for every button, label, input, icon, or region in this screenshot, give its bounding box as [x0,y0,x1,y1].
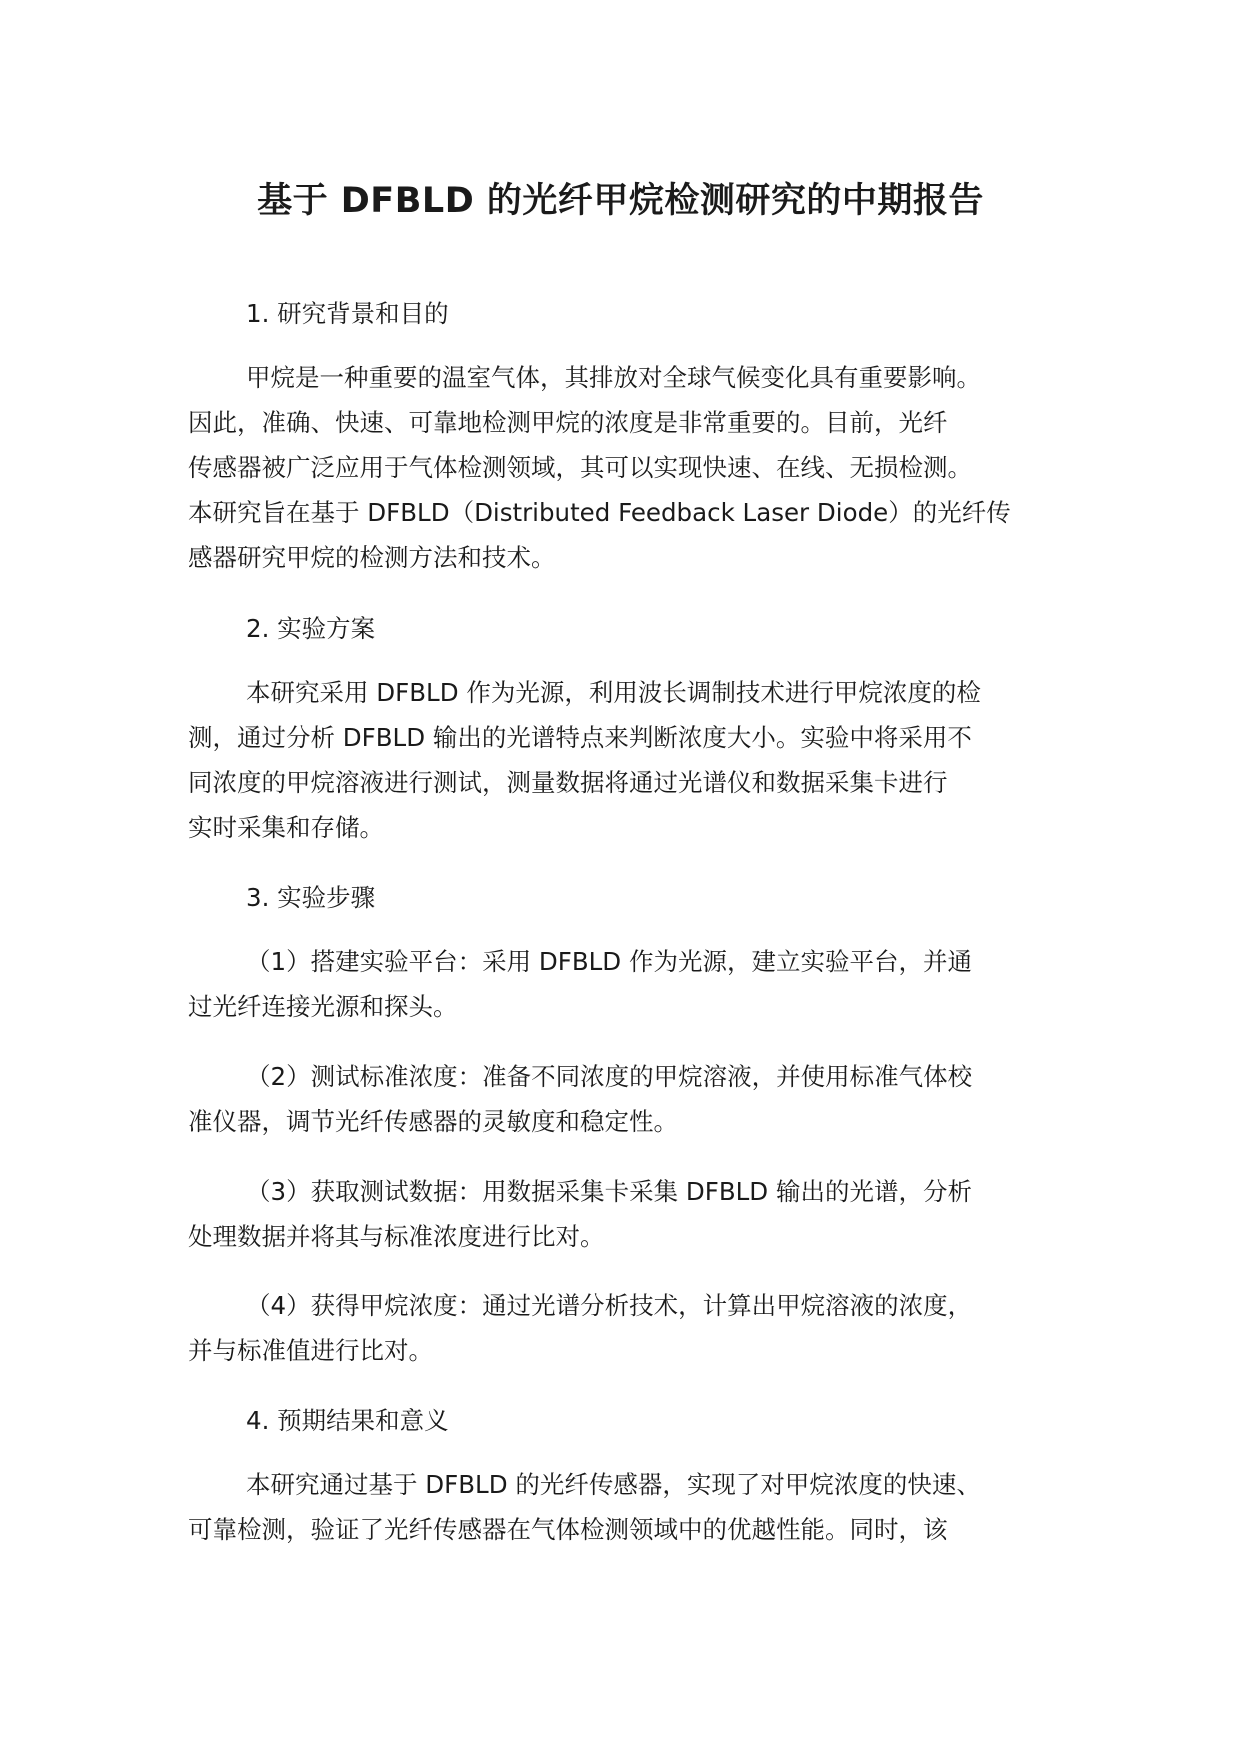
paragraph-line: （2）测试标准浓度：准备不同浓度的甲烷溶液，并使用标准气体校 [246,1062,973,1091]
paragraph-line: 实时采集和存储。 [188,813,384,842]
paragraph-line: （1）搭建实验平台：采用 DFBLD 作为光源，建立实验平台，并通 [246,947,972,976]
paragraph-line: 准仪器，调节光纤传感器的灵敏度和稳定性。 [188,1107,678,1136]
paragraph-line: 本研究采用 DFBLD 作为光源，利用波长调制技术进行甲烷浓度的检 [246,678,981,707]
paragraph-line: 传感器被广泛应用于气体检测领域，其可以实现快速、在线、无损检测。 [188,453,972,482]
paragraph-line: 因此，准确、快速、可靠地检测甲烷的浓度是非常重要的。目前，光纤 [188,408,948,437]
paragraph-line: 过光纤连接光源和探头。 [188,992,458,1021]
section-heading-plan: 2. 实验方案 [246,614,376,643]
section-heading-results: 4. 预期结果和意义 [246,1406,449,1435]
paragraph-line: 本研究通过基于 DFBLD 的光纤传感器，实现了对甲烷浓度的快速、 [246,1470,981,1499]
paragraph-line: 感器研究甲烷的检测方法和技术。 [188,543,556,572]
paragraph-line: 并与标准值进行比对。 [188,1336,433,1365]
paragraph-line: 本研究旨在基于 DFBLD（Distributed Feedback Laser Diode）的光纤传 [188,498,1011,527]
paragraph-line: 可靠检测，验证了光纤传感器在气体检测领域中的优越性能。同时，该 [188,1515,948,1544]
paragraph-line: （3）获取测试数据：用数据采集卡采集 DFBLD 输出的光谱，分析 [246,1177,972,1206]
paragraph-line: （4）获得甲烷浓度：通过光谱分析技术，计算出甲烷溶液的浓度， [246,1291,973,1320]
section-heading-steps: 3. 实验步骤 [246,883,376,912]
paragraph-line: 处理数据并将其与标准浓度进行比对。 [188,1222,605,1251]
paragraph-line: 测，通过分析 DFBLD 输出的光谱特点来判断浓度大小。实验中将采用不 [188,723,972,752]
paragraph-line: 同浓度的甲烷溶液进行测试，测量数据将通过光谱仪和数据采集卡进行 [188,768,948,797]
document-title: 基于 DFBLD 的光纤甲烷检测研究的中期报告 [257,181,984,221]
section-heading-background: 1. 研究背景和目的 [246,299,449,328]
paragraph-line: 甲烷是一种重要的温室气体，其排放对全球气候变化具有重要影响。 [246,363,981,392]
